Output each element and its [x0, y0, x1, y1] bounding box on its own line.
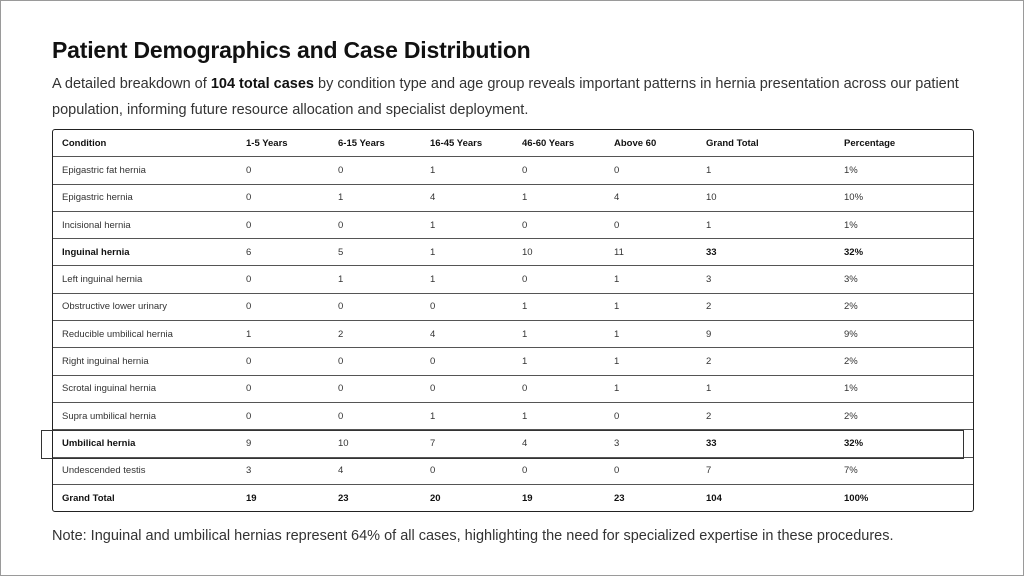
value-cell: 1	[513, 348, 605, 375]
value-cell: 0	[237, 293, 329, 320]
value-cell: 33	[697, 430, 835, 457]
footnote: Note: Inguinal and umbilical hernias represent 64% of all cases, highlighting the need for specialized expertise in these procedures.	[52, 528, 894, 544]
table-header-row	[53, 130, 973, 157]
value-cell: 1	[605, 293, 697, 320]
value-cell: 1	[697, 375, 835, 402]
value-cell: 2%	[835, 348, 973, 375]
value-cell: 1	[513, 321, 605, 348]
value-cell: 1%	[835, 375, 973, 402]
total-value-cell: 100%	[844, 492, 869, 504]
table-row	[53, 157, 973, 184]
table-row	[53, 239, 973, 266]
value-cell: 2	[697, 402, 835, 429]
condition-cell: Left inguinal hernia	[53, 266, 237, 293]
column-header: 46-60 Years	[513, 130, 605, 157]
value-cell: 1	[605, 266, 697, 293]
value-cell: 11	[605, 239, 697, 266]
total-label-cell: Grand Total	[62, 492, 115, 504]
page-title: Patient Demographics and Case Distribution	[52, 37, 531, 63]
value-cell: 0	[513, 457, 605, 484]
value-cell: 7	[421, 430, 513, 457]
column-header: Condition	[53, 130, 237, 157]
total-value-cell: 23	[338, 492, 349, 504]
value-cell: 1	[421, 211, 513, 238]
condition-cell: Epigastric hernia	[53, 184, 237, 211]
value-cell: 0	[237, 375, 329, 402]
value-cell: 2	[697, 348, 835, 375]
table-row	[53, 375, 973, 402]
value-cell: 0	[513, 157, 605, 184]
value-cell: 10	[329, 430, 421, 457]
value-cell: 7%	[835, 457, 973, 484]
table-row	[53, 402, 973, 429]
subtitle-text-start: A detailed breakdown of	[52, 76, 211, 92]
value-cell: 4	[421, 321, 513, 348]
value-cell: 0	[605, 457, 697, 484]
value-cell: 9	[237, 430, 329, 457]
condition-cell: Umbilical hernia	[53, 430, 237, 457]
value-cell: 0	[329, 211, 421, 238]
value-cell: 0	[237, 184, 329, 211]
value-cell: 4	[421, 184, 513, 211]
value-cell: 1%	[835, 211, 973, 238]
value-cell: 1%	[835, 157, 973, 184]
value-cell: 0	[329, 157, 421, 184]
condition-cell: Undescended testis	[53, 457, 237, 484]
table-row	[53, 348, 973, 375]
table-row	[53, 293, 973, 320]
value-cell: 1	[237, 321, 329, 348]
value-cell: 0	[237, 157, 329, 184]
total-value-cell: 19	[522, 492, 533, 504]
column-header: 6-15 Years	[329, 130, 421, 157]
value-cell: 0	[421, 348, 513, 375]
value-cell: 0	[513, 375, 605, 402]
value-cell: 0	[237, 348, 329, 375]
value-cell: 10	[513, 239, 605, 266]
value-cell: 2%	[835, 402, 973, 429]
subtitle-text-end: by condition type and age group reveals important patterns in hernia presentation across our patient population, informing future resource allocation and specialist deployment.	[52, 76, 959, 118]
table-row	[53, 211, 973, 238]
value-cell: 1	[329, 184, 421, 211]
value-cell: 4	[329, 457, 421, 484]
condition-cell: Supra umbilical hernia	[53, 402, 237, 429]
value-cell: 1	[605, 375, 697, 402]
table-row	[53, 430, 973, 457]
value-cell: 2%	[835, 293, 973, 320]
value-cell: 0	[329, 293, 421, 320]
value-cell: 0	[421, 457, 513, 484]
condition-cell: Inguinal hernia	[53, 239, 237, 266]
value-cell: 1	[421, 266, 513, 293]
value-cell: 0	[513, 211, 605, 238]
subtitle-highlight: 104 total cases	[210, 76, 314, 92]
value-cell: 10	[697, 184, 835, 211]
column-header: Grand Total	[697, 130, 835, 157]
value-cell: 2	[697, 293, 835, 320]
value-cell: 1	[421, 402, 513, 429]
value-cell: 0	[237, 402, 329, 429]
table-row	[53, 321, 973, 348]
value-cell: 3	[605, 430, 697, 457]
value-cell: 0	[421, 293, 513, 320]
condition-cell: Epigastric fat hernia	[53, 157, 237, 184]
column-header: 1-5 Years	[237, 130, 329, 157]
value-cell: 1	[421, 239, 513, 266]
value-cell: 1	[697, 211, 835, 238]
value-cell: 0	[237, 266, 329, 293]
value-cell: 1	[697, 157, 835, 184]
condition-cell: Obstructive lower urinary	[53, 293, 237, 320]
total-value-cell: 19	[246, 492, 257, 504]
subtitle	[52, 71, 972, 123]
value-cell: 4	[513, 430, 605, 457]
value-cell: 32%	[835, 430, 973, 457]
column-header: 16-45 Years	[421, 130, 513, 157]
value-cell: 0	[329, 348, 421, 375]
value-cell: 7	[697, 457, 835, 484]
condition-cell: Incisional hernia	[53, 211, 237, 238]
total-value-cell: 20	[430, 492, 441, 504]
value-cell: 0	[421, 375, 513, 402]
total-value-cell: 23	[614, 492, 625, 504]
table-row	[53, 184, 973, 211]
column-header: Percentage	[835, 130, 973, 157]
value-cell: 1	[605, 321, 697, 348]
value-cell: 3	[237, 457, 329, 484]
value-cell: 2	[329, 321, 421, 348]
value-cell: 9	[697, 321, 835, 348]
value-cell: 33	[697, 239, 835, 266]
value-cell: 0	[513, 266, 605, 293]
value-cell: 0	[329, 375, 421, 402]
value-cell: 0	[237, 211, 329, 238]
case-distribution-table	[52, 129, 974, 512]
value-cell: 1	[421, 157, 513, 184]
value-cell: 0	[605, 402, 697, 429]
value-cell: 1	[513, 402, 605, 429]
value-cell: 0	[329, 402, 421, 429]
column-header: Above 60	[605, 130, 697, 157]
value-cell: 6	[237, 239, 329, 266]
value-cell: 5	[329, 239, 421, 266]
value-cell: 1	[513, 184, 605, 211]
condition-cell: Right inguinal hernia	[53, 348, 237, 375]
table-row	[53, 457, 973, 484]
value-cell: 10%	[835, 184, 973, 211]
value-cell: 3%	[835, 266, 973, 293]
condition-cell: Scrotal inguinal hernia	[53, 375, 237, 402]
value-cell: 1	[605, 348, 697, 375]
value-cell: 0	[605, 211, 697, 238]
table-row	[53, 266, 973, 293]
total-value-cell: 104	[706, 492, 722, 504]
value-cell: 4	[605, 184, 697, 211]
value-cell: 3	[697, 266, 835, 293]
grand-total-row	[53, 484, 973, 511]
value-cell: 0	[605, 157, 697, 184]
value-cell: 1	[513, 293, 605, 320]
value-cell: 1	[329, 266, 421, 293]
condition-cell: Reducible umbilical hernia	[53, 321, 237, 348]
value-cell: 9%	[835, 321, 973, 348]
value-cell: 32%	[835, 239, 973, 266]
